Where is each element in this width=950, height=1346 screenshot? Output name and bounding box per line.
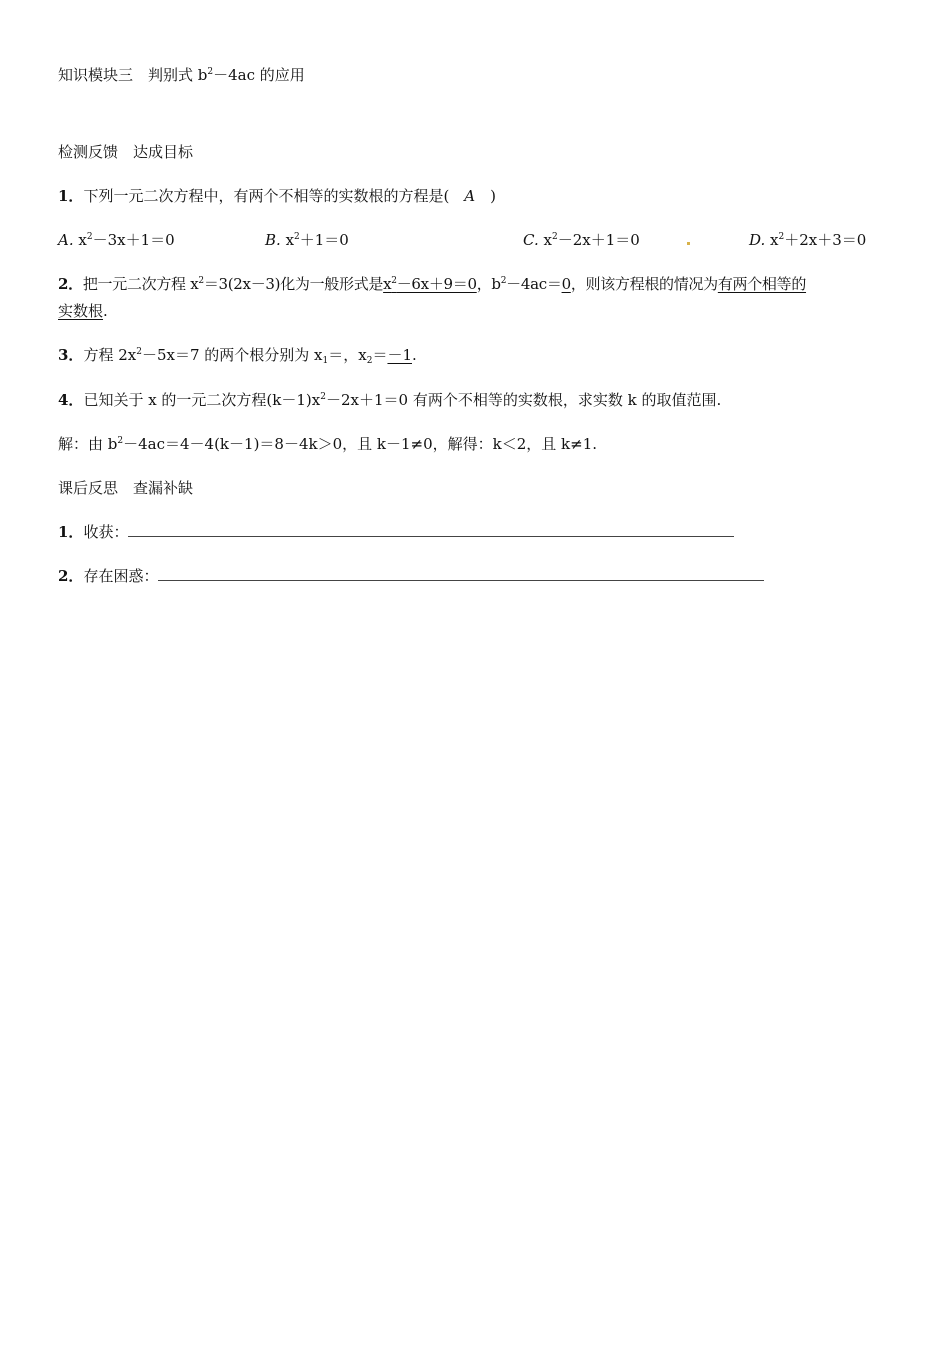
option-text: －3x＋1＝0 xyxy=(92,231,175,249)
q3-text: ＝，x xyxy=(328,346,367,364)
q3-text: 方程 2x xyxy=(83,346,137,364)
q2-answer-roots-b: 实数根 xyxy=(58,302,104,320)
r1-answer-blank[interactable] xyxy=(128,522,734,537)
r2-answer-blank[interactable] xyxy=(158,566,764,581)
solution-sup: 2 xyxy=(117,436,124,446)
option-text: x xyxy=(538,231,552,249)
q2-text: ，b xyxy=(476,275,501,293)
r1-number: 1． xyxy=(58,523,84,541)
question-4 xyxy=(58,389,721,411)
r2-number: 2． xyxy=(58,567,84,585)
q3-answer: －1 xyxy=(387,346,412,364)
q3-number: 3． xyxy=(58,346,84,364)
q3-text: ＝ xyxy=(372,346,388,364)
q2-answer-part: x xyxy=(383,275,392,293)
solution xyxy=(58,433,597,455)
section-check-heading: 检测反馈 达成目标 xyxy=(58,143,194,161)
option-text: －2x＋1＝0 xyxy=(557,231,640,249)
option-letter: A. xyxy=(58,231,74,249)
r2-label: 存在困惑： xyxy=(83,567,159,585)
q2-answer-discriminant: 0 xyxy=(561,275,571,293)
q4-number: 4． xyxy=(58,391,84,409)
q1-answer: A xyxy=(464,187,476,205)
q2-number: 2． xyxy=(58,275,83,293)
option-sup: 2 xyxy=(294,232,300,242)
q2-answer-sup: 2 xyxy=(391,276,397,286)
q2-answer-general-form xyxy=(383,275,477,293)
q2-sup: 2 xyxy=(500,276,507,286)
q1-option-c xyxy=(523,229,640,251)
q3-text: －5x＝7 的两个根分别为 x xyxy=(141,346,323,364)
q1-option-a xyxy=(58,229,175,251)
q2-text: ，则该方程根的情况为 xyxy=(570,275,718,293)
option-text: x xyxy=(73,231,87,249)
module-heading xyxy=(58,64,305,86)
option-letter: B. xyxy=(265,231,281,249)
module-heading-pre: 知识模块三 判别式 b xyxy=(58,66,208,84)
q1-option-d xyxy=(749,229,866,251)
question-1 xyxy=(58,185,496,207)
decorative-dot xyxy=(687,242,690,245)
q4-sup: 2 xyxy=(320,392,326,402)
section-reflect-heading: 课后反思 查漏补缺 xyxy=(58,479,194,497)
option-sup: 2 xyxy=(551,232,558,242)
module-heading-post: －4ac 的应用 xyxy=(213,66,305,84)
question-2 xyxy=(58,273,806,295)
q3-sup: 2 xyxy=(136,347,142,357)
option-text: ＋2x＋3＝0 xyxy=(784,231,867,249)
q2-answer-part: －6x＋9＝0 xyxy=(396,275,477,293)
option-sup: 2 xyxy=(778,232,785,242)
r1-label: 收获： xyxy=(83,523,129,541)
q3-sub: 2 xyxy=(366,356,373,366)
q2-text: ＝3(2x－3)化为一般形式是 xyxy=(203,275,384,293)
module-heading-sup: 2 xyxy=(207,67,214,77)
option-text: ＋1＝0 xyxy=(299,231,349,249)
option-text: x xyxy=(280,231,295,249)
reflection-gains xyxy=(58,521,734,543)
option-text: x xyxy=(765,231,779,249)
option-letter: D. xyxy=(749,231,766,249)
q2-answer-roots-a: 有两个相等的 xyxy=(717,275,807,293)
solution-text: －4ac＝4－4(k－1)＝8－4k＞0，且 k－1≠0，解得：k＜2，且 k≠1. xyxy=(123,435,598,453)
option-letter: C. xyxy=(523,231,539,249)
q1-option-b xyxy=(265,229,349,251)
q2-text: 把一元二次方程 x xyxy=(82,275,199,293)
solution-text: 解：由 b xyxy=(58,435,118,453)
reflection-doubts xyxy=(58,565,764,587)
q2-sup: 2 xyxy=(198,276,204,286)
q3-end: . xyxy=(412,346,417,364)
q4-text: 已知关于 x 的一元二次方程(k－1)x xyxy=(83,391,321,409)
q4-text: －2x＋1＝0 有两个不相等的实数根，求实数 k 的取值范围. xyxy=(325,391,722,409)
q1-text: 下列一元二次方程中，有两个不相等的实数根的方程是( xyxy=(83,187,465,205)
question-3 xyxy=(58,344,417,366)
option-sup: 2 xyxy=(86,232,93,242)
question-2-continued xyxy=(58,300,108,322)
q1-number: 1． xyxy=(58,187,84,205)
q2-text: －4ac＝ xyxy=(506,275,562,293)
q3-sub: 1 xyxy=(322,356,329,366)
q1-close: ) xyxy=(475,187,496,205)
q2-end: . xyxy=(103,302,108,320)
